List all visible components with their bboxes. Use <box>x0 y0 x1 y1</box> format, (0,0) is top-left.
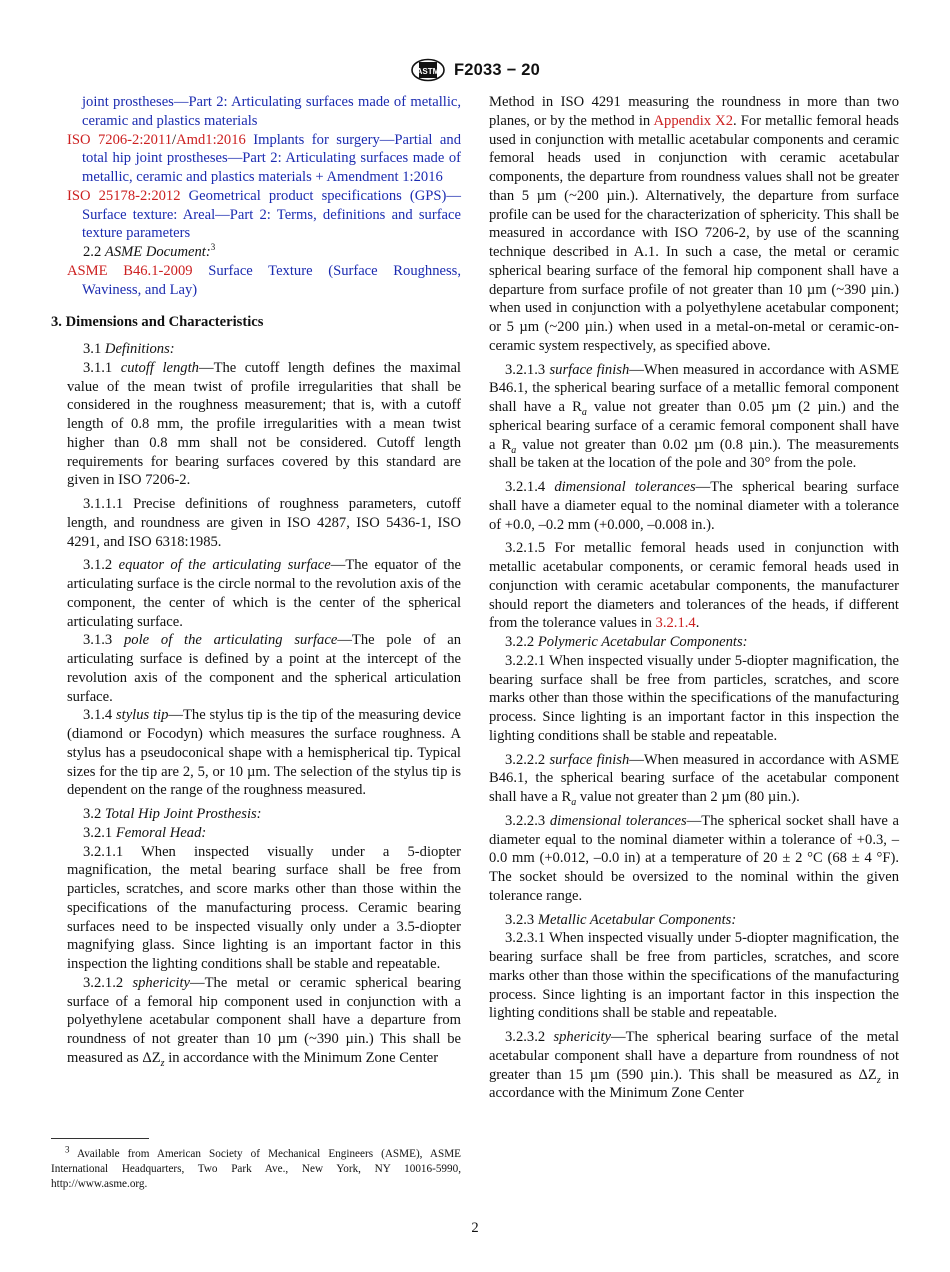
paragraph-text: —When measured in accordance with ASME B46.1, the spherical bearing surface of the acetabular component shall have a R <box>489 751 899 805</box>
paragraph-text: —The pole of an articulating surface is defined by a point at the intercept of the revolution axis of the component and the spherical articulation surface. <box>67 632 462 705</box>
paragraph: 3.2.1.1 When inspected visually under a 5-diopter magnification, the metal bearing surface shall be free from particles, scratches, and score marks other than those within the specifications of the manufacturing process. Ceramic bearing surfaces need to be inspected visually only under a 3.5-diopter magnifying glass. Since lighting is an important factor in this inspection the lighting conditions shall be stable and repeatable. <box>67 843 461 972</box>
paragraph-text: . For metallic femoral heads used in conjunction with metallic acetabular components and ceramic femoral heads used in conjunction with ceramic acetabular components, the departure from roundness values shall not be greater than 5 µm (~200 µin.). Alternatively, the departure from surface profile can be used for the characterization of sphericity. This shall be measured in accordance with ISO 7206-2, by use of the scanning technique described in A.1. In such a case, the metal or ceramic spherical bearing surface of the femoral hip component shall have a departure from surface profile of not greater than 10 µm (~390 µin.) when used in conjunction with a polyethylene acetabular component; or 5 µm (~200 µin.) when used in a metal-on-metal or ceramic-on-ceramic system respectively, as specified above. <box>489 112 899 354</box>
paragraph-text: . <box>695 615 700 632</box>
reference-entry <box>67 262 461 300</box>
section-number: 3.1 <box>83 341 102 357</box>
paragraph-text: —The spherical bearing surface shall have a diameter equal to the nominal diameter with a tolerance of +0.0, –0.2 mm (+0.000, –0.008 in.). <box>489 479 899 533</box>
reference-entry <box>67 187 461 243</box>
section-number: 3.2.1.4 <box>505 479 546 495</box>
paragraph: 3.2.3.1 When inspected visually under 5-diopter magnification, the bearing surface shall be free from particles, scratches, and score marks other than those within the specifications of the manufacturing process. Since lighting is an important factor in this inspection the lighting conditions shall be stable and repeatable. <box>489 930 899 1022</box>
paragraph-text: in accordance with the Minimum Zone Center <box>164 1049 439 1066</box>
paragraph <box>67 706 461 800</box>
section-title: Polymeric Acetabular Components: <box>537 634 748 650</box>
amendment-link[interactable]: Amd1:2016 <box>176 131 246 148</box>
section-number: 3.2.1.2 <box>83 974 124 991</box>
paragraph-text: value not greater than 0.05 µm (2 µin.) and the spherical bearing surface of a ceramic femoral component shall have a R <box>489 399 899 453</box>
paragraph <box>67 556 461 631</box>
reference-title-link[interactable]: Implants for surgery—Partial and total hip joint prostheses—Part 2: Articulating surfaces made of metallic, ceramic and plastics materials + Amendment 1:2016 <box>82 131 461 185</box>
defined-term: sphericity <box>132 974 191 991</box>
paragraph <box>489 478 899 534</box>
defined-term: surface finish <box>549 361 630 378</box>
section-number: 3.1.4 <box>83 707 113 724</box>
page-number: 2 <box>471 1220 479 1236</box>
reference-title-link[interactable]: Geometrical product specifications (GPS)—Surface texture: Areal—Part 2: Terms, definitions and surface texture parameters <box>82 187 461 242</box>
section-number: 3.2.3.2 <box>505 1029 546 1045</box>
reference-title-link[interactable]: Surface Texture (Surface Roughness, Waviness, and Lay) <box>82 262 462 298</box>
paragraph: 3.2.2.1 When inspected visually under 5-diopter magnification, the bearing surface shall be free from particles, scratches, and score marks other than those within the specifications of the manufacturing process. Since lighting is an important factor in this inspection the lighting conditions shall be stable and repeatable. <box>489 652 899 744</box>
reference-code-link[interactable]: ASME B46.1-2009 <box>67 262 193 279</box>
page-header <box>0 57 950 83</box>
subscript: z <box>876 1074 881 1086</box>
reference-title-link[interactable]: joint prostheses—Part 2: Articulating surfaces made of metallic, ceramic and plastics materials <box>82 94 461 129</box>
subsection-heading <box>67 243 461 262</box>
paragraph <box>489 1028 899 1103</box>
section-number: 3.2.2 <box>505 634 535 650</box>
defined-term: surface finish <box>549 751 630 768</box>
subscript: a <box>581 406 587 418</box>
reference-code-link[interactable]: ISO 7206-2:2011 <box>67 131 173 148</box>
defined-term: pole of the articulating surface <box>123 632 338 649</box>
section-number: 3.2.2.3 <box>505 812 546 829</box>
paragraph-text: —When measured in accordance with ASME B46.1, the spherical bearing surface of a metallic femoral component shall have a R <box>489 361 899 415</box>
paragraph <box>489 93 899 356</box>
reference-entry <box>67 93 461 131</box>
paragraph <box>489 361 899 474</box>
subscript: z <box>160 1057 165 1069</box>
section-number: 3.1.1 <box>83 359 113 376</box>
defined-term: sphericity <box>553 1029 611 1045</box>
subscript: a <box>571 796 577 808</box>
paragraph: 3.1.1.1 Precise definitions of roughness parameters, cutoff length, and roundness are given in ISO 4287, ISO 5436-1, ISO 4291, and ISO 6318:1985. <box>67 496 461 550</box>
section-number: 3.1.3 <box>83 632 113 649</box>
defined-term: cutoff length <box>120 359 199 376</box>
paragraph-text: —The metal or ceramic spherical bearing surface of a femoral hip component used in conjunction with a polyethylene acetabular component shall have a departure from roundness of not greater than 10 µm (~390 µin.) This shall be measured as ΔZ <box>67 974 461 1066</box>
paragraph-text: value not greater than 0.02 µm (0.8 µin.). The measurements shall be taken at the location of the pole and 30° from the pole. <box>489 436 899 472</box>
section-title: Femoral Head: <box>115 824 207 841</box>
paragraph <box>489 812 899 906</box>
footnote <box>51 1144 461 1192</box>
footnote-mark: 3 <box>65 1144 70 1155</box>
section-heading: 3. Dimensions and Characteristics <box>51 314 264 331</box>
section-number: 3.2.2.2 <box>505 751 546 768</box>
footnote-text: Available from American Society of Mechanical Engineers (ASME), ASME International Headquarters, Two Park Ave., New York, NY 10016-5990, http://www.asme.org. <box>51 1148 461 1190</box>
defined-term: dimensional tolerances <box>549 812 687 829</box>
paragraph-text: value not greater than 2 µm (80 µin.). <box>576 789 800 805</box>
left-column <box>51 93 462 1069</box>
paragraph <box>67 974 461 1068</box>
paragraph-text: —The spherical socket shall have a diameter equal to the nominal diameter within a tolerance of +0.3, –0.0 mm (+0.012, –0.0 in) at a temperature of 20 ± 2 °C (68 ± 4 °F). The socket should be oversized to the nominal within the given tolerance range. <box>489 812 899 904</box>
footnote-mark[interactable]: 3 <box>210 242 216 253</box>
paragraph <box>489 751 899 807</box>
reference-entry <box>67 131 461 187</box>
section-link[interactable]: 3.2.1.4 <box>655 615 696 632</box>
subsection-heading <box>67 340 461 359</box>
paragraph-text: 3.2.1.5 For metallic femoral heads used in conjunction with metallic acetabular components, or ceramic femoral heads used in conjunction with ceramic acetabular components, the manufacturer should report the diameters and tolerances of the heads, if different from the tolerance values in <box>489 540 899 632</box>
section-number: 3.2.1 <box>83 824 113 841</box>
svg-text:ASTM: ASTM <box>416 67 440 76</box>
document-id: F2033 − 20 <box>454 60 540 79</box>
right-column <box>489 93 899 1103</box>
section-number: 3.2.3 <box>505 911 535 928</box>
appendix-link[interactable]: Appendix X2 <box>653 112 734 129</box>
defined-term: equator of the articulating surface <box>118 557 331 574</box>
reference-separator: / <box>172 131 177 148</box>
reference-code-link[interactable]: ISO 25178-2:2012 <box>67 187 181 204</box>
defined-term: dimensional tolerances <box>554 479 696 495</box>
section-title: Total Hip Joint Prosthesis: <box>104 806 262 822</box>
section-title: Metallic Acetabular Components: <box>537 911 737 928</box>
footnote-divider <box>51 1138 149 1139</box>
paragraph-text: in accordance with the Minimum Zone Center <box>489 1066 899 1102</box>
defined-term: stylus tip <box>115 707 169 724</box>
paragraph <box>67 359 461 490</box>
section-title: Definitions: <box>104 341 175 357</box>
section-title: ASME Document: <box>104 244 211 260</box>
paragraph-text: Method in ISO 4291 measuring the roundness in more than two planes, or by the method in <box>489 94 899 129</box>
paragraph <box>489 539 899 633</box>
section-number: 3.1.2 <box>83 557 113 574</box>
section-number: 2.2 <box>83 244 102 260</box>
astm-logo-icon <box>410 58 446 82</box>
subsection-heading <box>489 633 899 652</box>
subscript: a <box>511 444 517 456</box>
subsection-heading <box>67 805 461 824</box>
section-number: 3.2 <box>83 806 102 822</box>
paragraph <box>67 631 461 706</box>
paragraph-text: —The cutoff length defines the maximal value of the mean twist of profile irregularities that shall be considered in the roughness measurement; that is, with a cutoff length of 0.8 mm, the profile irregularities with a mean twist higher than 0.8 mm shall not be considered. Cutoff length requirements for bearing surfaces covered by this standard are given in ISO 7206-2. <box>67 359 461 489</box>
subsection-heading <box>67 824 461 843</box>
subsection-heading <box>489 911 899 930</box>
paragraph-text: —The spherical bearing surface of the metal acetabular component shall have a departure from roundness of not greater than 15 µm (590 µin.). This shall be measured as ΔZ <box>489 1029 899 1083</box>
section-number: 3.2.1.3 <box>505 361 546 378</box>
paragraph-text: —The equator of the articulating surface is the circle normal to the revolution axis of the component, the center of which is the center of the spherical articulating surface. <box>67 557 461 630</box>
paragraph-text: —The stylus tip is the tip of the measuring device (diamond or Focodyn) which measures the surface roughness. A stylus has a pseudoconical shape with a hemispherical tip. Typical sizes for the tip are 2, 5, or 10 µm. The selection of the stylus tip is dependent on the range of the roughness measured. <box>67 707 461 799</box>
